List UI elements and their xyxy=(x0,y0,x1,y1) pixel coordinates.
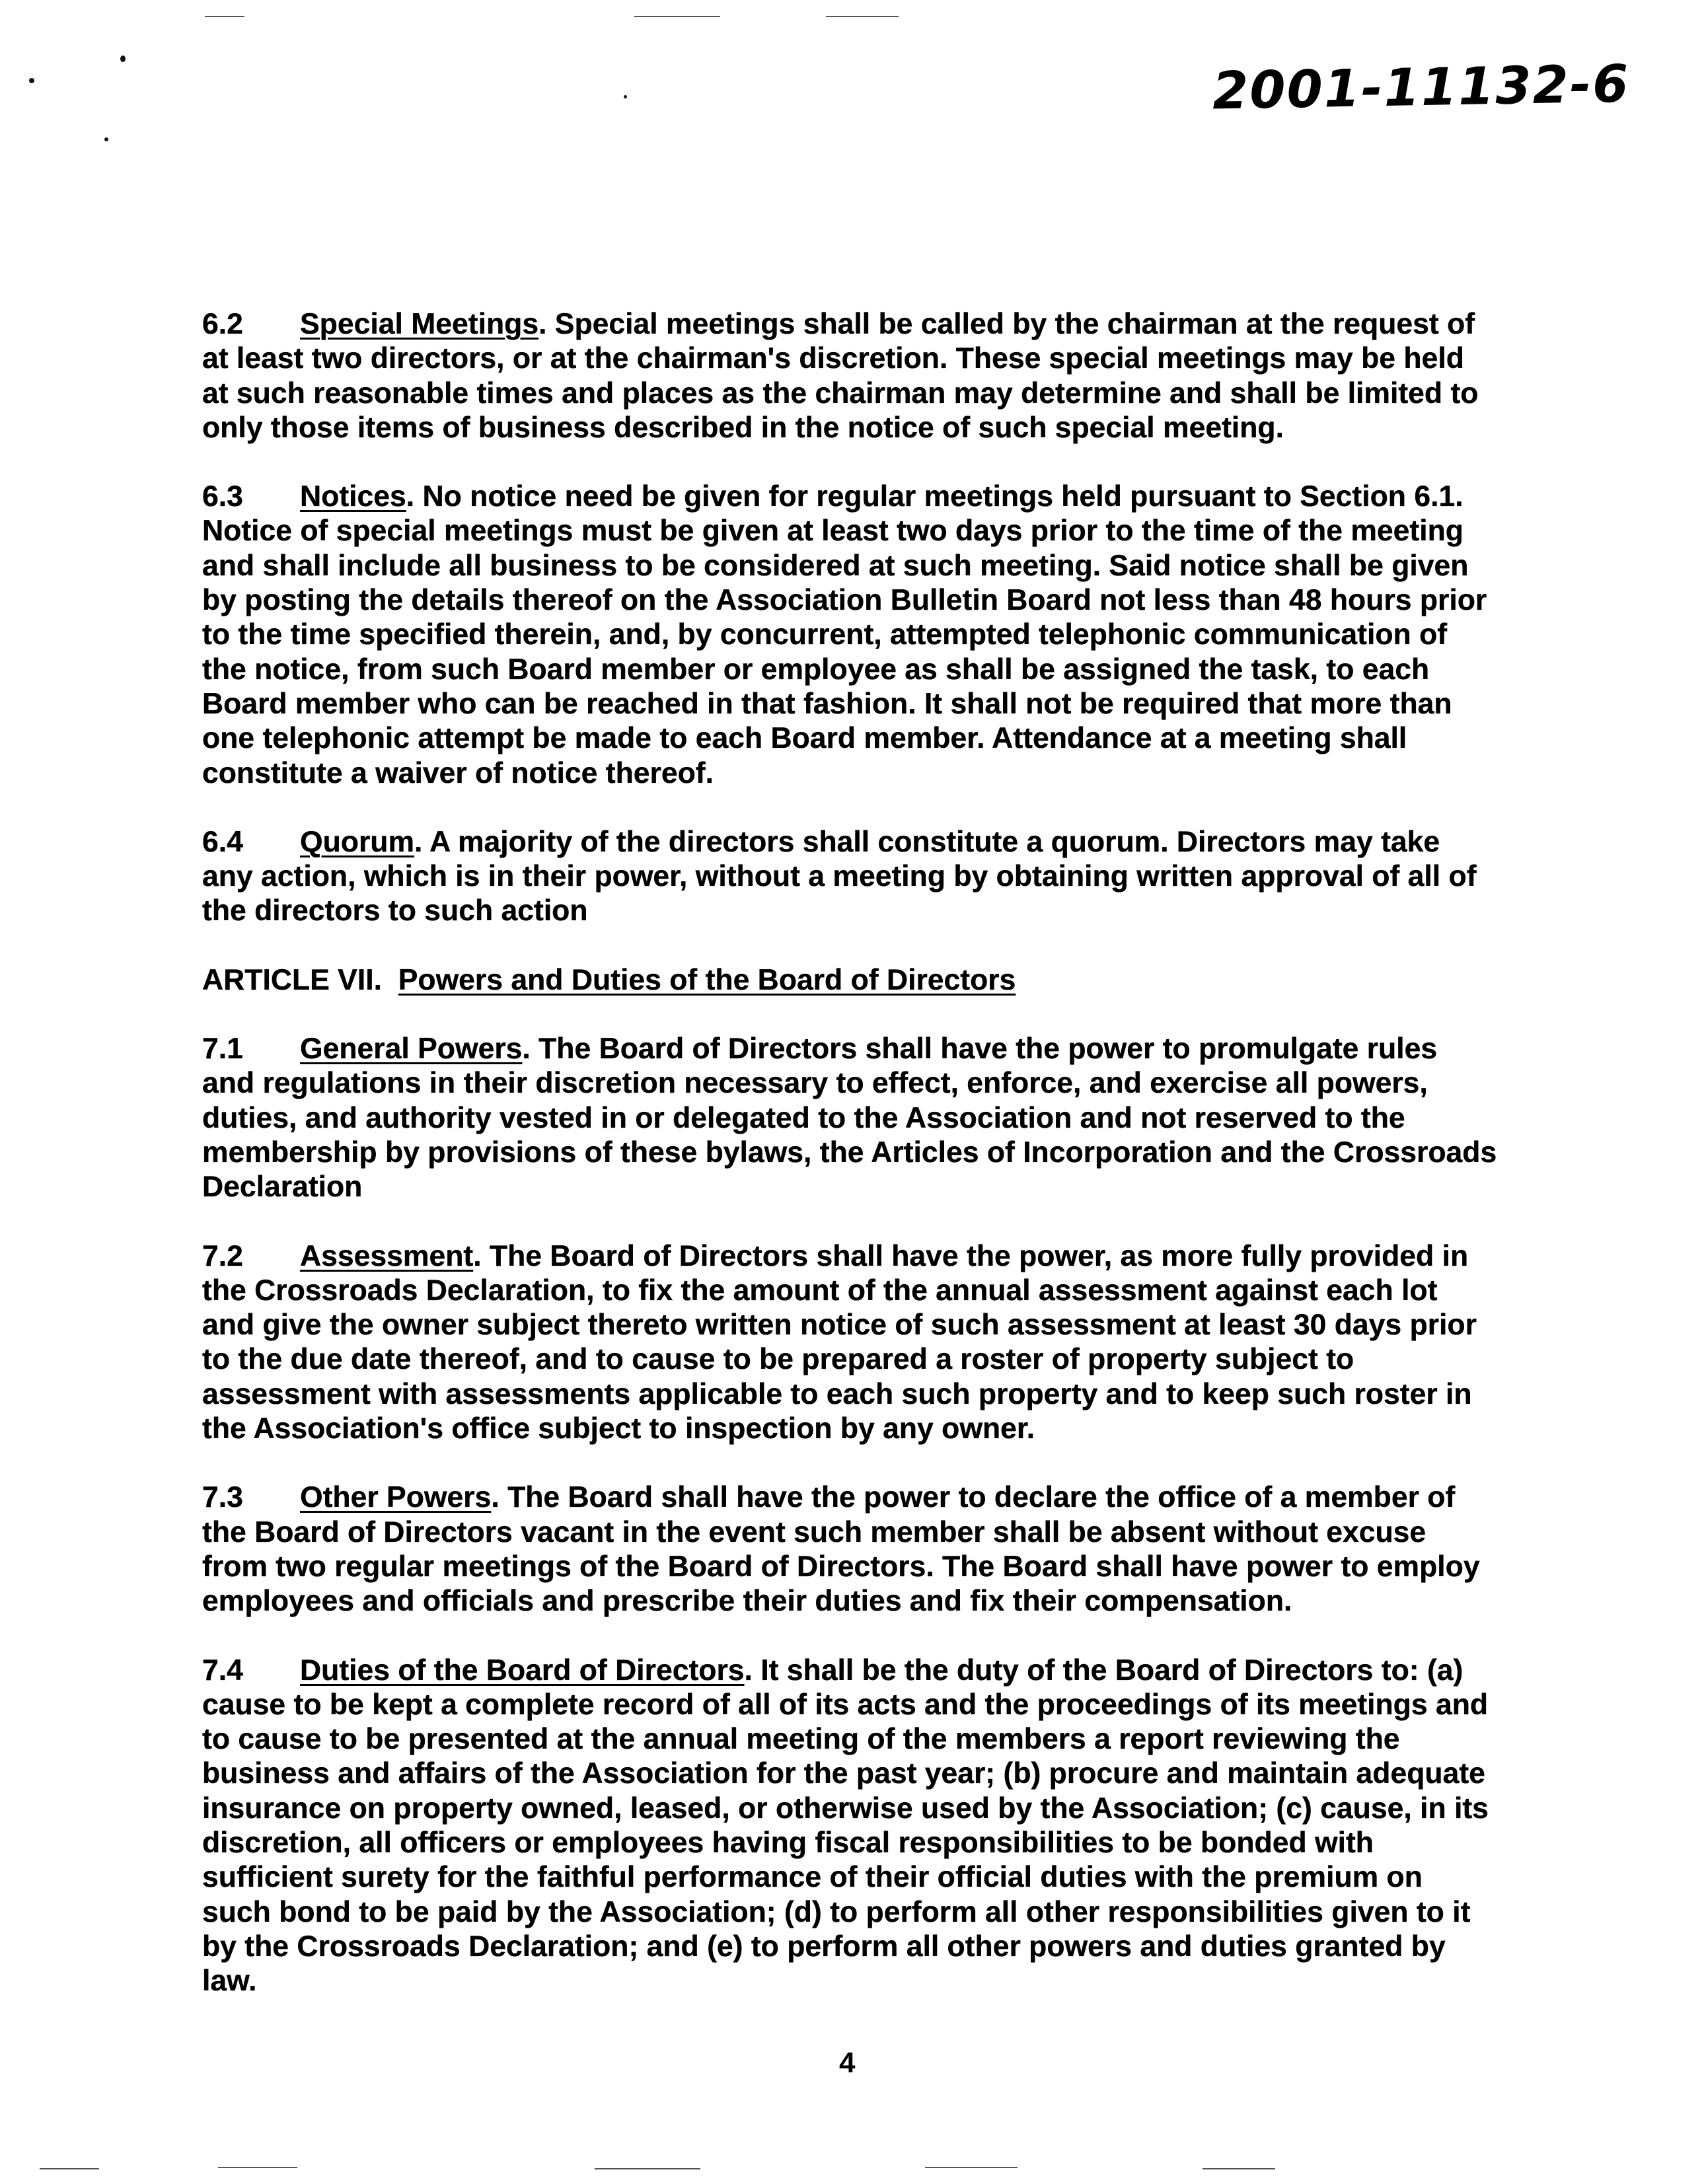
section-6-2 xyxy=(202,307,1497,445)
article-label: ARTICLE VII. xyxy=(202,963,382,996)
scan-artifact-bottom-4 xyxy=(925,2167,1018,2168)
scan-speck-3 xyxy=(104,137,108,141)
section-6-4 xyxy=(202,825,1497,929)
section-text: . The Board of Directors shall have the power to promulgate rules and regulations in their discretion necessary to effect, enforce, and exercise all powers, duties, and authority vested in or delegated to the Association and not reserved to the membership by provisions of these bylaws, the Articles of Incorporation and the Crossroads Declaration xyxy=(202,1033,1497,1204)
section-heading: Other Powers xyxy=(300,1481,492,1514)
scan-artifact-bottom-2 xyxy=(218,2167,297,2168)
section-6-3 xyxy=(202,480,1497,791)
scan-speck-2 xyxy=(120,55,126,62)
section-number: 6.3 xyxy=(202,480,243,513)
section-heading: Quorum xyxy=(300,825,415,858)
section-7-3 xyxy=(202,1480,1497,1619)
section-number: 7.2 xyxy=(202,1239,243,1272)
section-text: . The Board of Directors shall have the power, as more fully provided in the Crossroads Declaration, to fix the amount of the annual assessment against each lot and give the owner subject thereto written notice of such assessment at least 30 days prior to the due date thereof, and to cause to be prepared a roster of property subject to assessment with assessments applicable to each such property and to keep such roster in the Association's office subject to inspection by any owner. xyxy=(202,1239,1477,1445)
page-number: 4 xyxy=(839,2047,856,2079)
article-title: Powers and Duties of the Board of Directors xyxy=(398,963,1016,996)
section-text: . No notice need be given for regular meetings held pursuant to Section 6.1. Notice of special meetings must be given at least two days prior to the time of the meeting and shall include all business to be considered at such meeting. Said notice shall be given by posting the details thereof on the Association Bulletin Board not less than 48 hours prior to the time specified therein, and, by concurrent, attempted telephonic communication of the notice, from such Board member or employee as shall be assigned the task, to each Board member who can be reached in that fashion. It shall not be required that more than one telephonic attempt be made to each Board member. Attendance at a meeting shall constitute a waiver of notice thereof. xyxy=(202,480,1487,789)
section-7-1 xyxy=(202,1032,1497,1204)
section-heading: Assessment xyxy=(300,1239,474,1272)
section-number: 7.1 xyxy=(202,1033,243,1066)
scan-artifact-top-1 xyxy=(205,16,244,17)
section-number: 7.4 xyxy=(202,1654,243,1687)
section-heading: Notices xyxy=(300,480,406,513)
section-heading: Duties of the Board of Directors xyxy=(300,1654,745,1687)
scan-artifact-bottom-5 xyxy=(1203,2168,1275,2169)
scan-artifact-bottom-3 xyxy=(595,2168,700,2169)
scan-artifact-bottom-1 xyxy=(40,2168,99,2169)
scan-artifact-top-2 xyxy=(634,16,720,17)
section-7-4 xyxy=(202,1654,1497,1999)
handwritten-document-number: 2001-11132-6 xyxy=(1212,54,1631,122)
section-number: 6.4 xyxy=(202,825,243,858)
section-heading: General Powers xyxy=(300,1033,523,1066)
scan-artifact-top-3 xyxy=(826,16,899,17)
section-7-2 xyxy=(202,1239,1497,1447)
section-number: 6.2 xyxy=(202,308,243,340)
section-text: . Special meetings shall be called by the chairman at the request of at least two directors, or at the chairman's discretion. These special meetings may be held at such reasonable times and places as the chairman may determine and shall be limited to only those items of business described in the notice of such special meeting. xyxy=(202,308,1479,444)
document-body xyxy=(202,307,1497,2033)
section-text: . The Board shall have the power to declare the office of a member of the Board of Directors vacant in the event such member shall be absent without excuse from two regular meetings of the Board of Directors. The Board shall have power to employ employees and officials and prescribe their duties and fix their compensation. xyxy=(202,1481,1480,1618)
section-text: . A majority of the directors shall constitute a quorum. Directors may take any action, which is in their power, without a meeting by obtaining written approval of all of the directors to such action xyxy=(202,825,1477,928)
section-heading: Special Meetings xyxy=(300,308,539,340)
article-heading xyxy=(202,963,1497,998)
scan-speck-1 xyxy=(29,78,34,83)
section-text: . It shall be the duty of the Board of Directors to: (a) cause to be kept a complete record of all of its acts and the proceedings of its meetings and to cause to be presented at the annual meeting of the members a report reviewing the business and affairs of the Association for the past year; (b) procure and maintain adequate insurance on property owned, leased, or otherwise used by the Association; (c) cause, in its discretion, all officers or employees having fiscal responsibilities to be bonded with sufficient surety for the faithful performance of their official duties with the premium on such bond to be paid by the Association; (d) to perform all other responsibilities given to it by the Crossroads Declaration; and (e) to perform all other powers and duties granted by law. xyxy=(202,1654,1489,1998)
section-number: 7.3 xyxy=(202,1481,243,1514)
scan-speck-4 xyxy=(624,95,627,98)
